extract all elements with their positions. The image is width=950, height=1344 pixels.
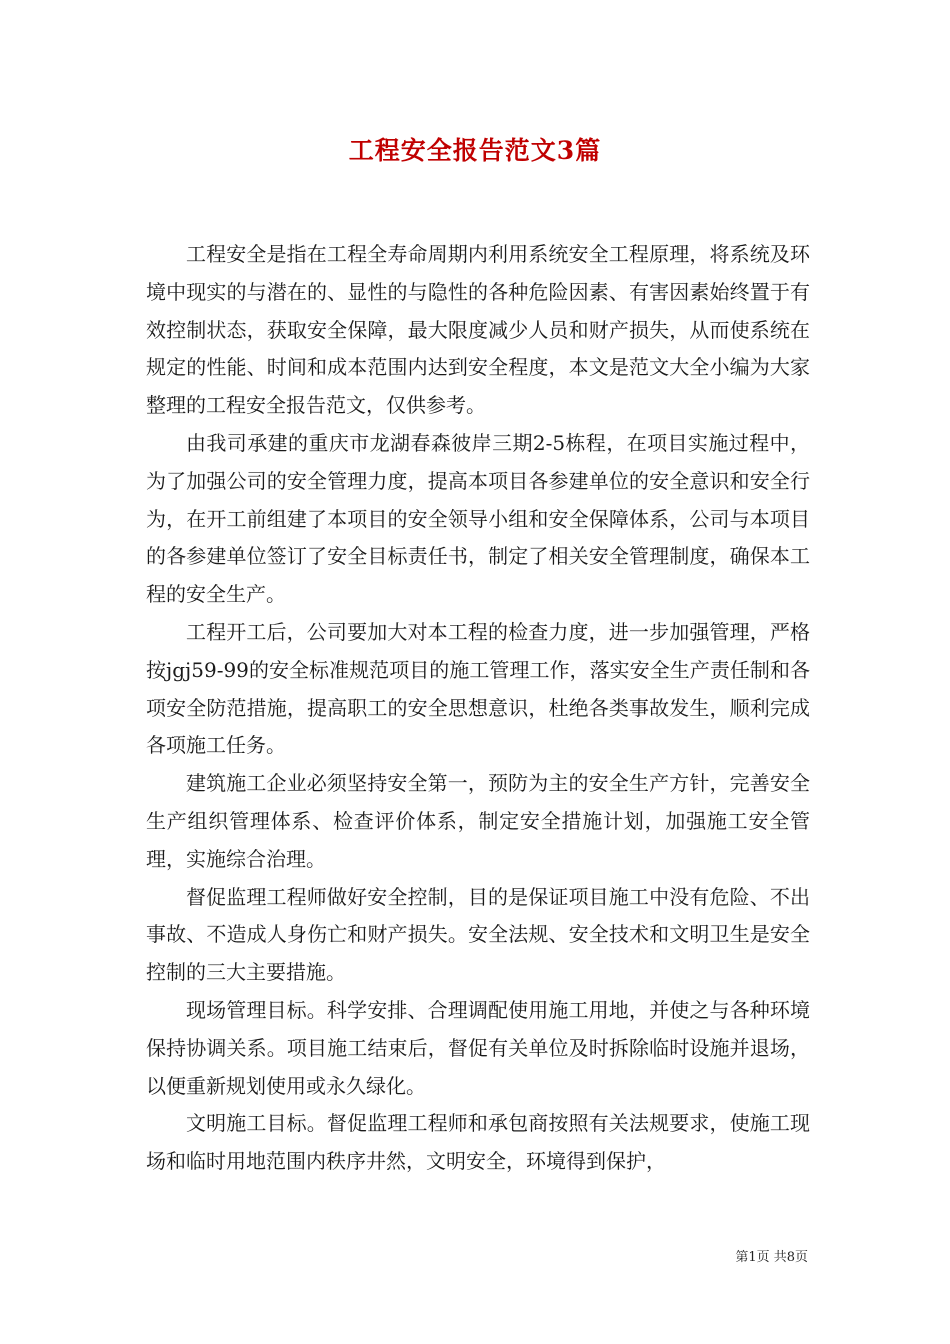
paragraph: 督促监理工程师做好安全控制，目的是保证项目施工中没有危险、不出事故、不造成人身伤亡和财产损失。安全法规、安全技术和文明卫生是安全控制的三大主要措施。 <box>146 884 810 985</box>
paragraph: 工程安全是指在工程全寿命周期内利用系统安全工程原理，将系统及环境中现实的与潜在的、显性的与隐性的各种危险因素、有害因素始终置于有效控制状态，获取安全保障，最大限度减少人员和财产损失，从而使系统在规定的性能、时间和成本范围内达到安全程度，本文是范文大全小编为大家整理的工程安全报告范文，仅供参考。 <box>146 242 810 418</box>
paragraph: 由我司承建的重庆市龙湖春森彼岸三期2-5栋程，在项目实施过程中，为了加强公司的安全管理力度，提高本项目各参建单位的安全意识和安全行为，在开工前组建了本项目的安全领导小组和安全保障体系，公司与本项目的各参建单位签订了安全目标责任书，制定了相关安全管理制度，确保本工程的安全生产。 <box>146 430 810 607</box>
page-number: 第1页 共8页 <box>735 1250 808 1265</box>
paragraph: 工程开工后，公司要加大对本工程的检查力度，进一步加强管理，严格按jgj59-99的安全标准规范项目的施工管理工作，落实安全生产责任制和各项安全防范措施，提高职工的安全思想意识，杜绝各类事故发生，顺利完成各项施工任务。 <box>146 619 810 758</box>
paragraph: 现场管理目标。科学安排、合理调配使用施工用地，并使之与各种环境保持协调关系。项目施工结束后，督促有关单位及时拆除临时设施并退场，以便重新规划使用或永久绿化。 <box>146 997 810 1098</box>
paragraph: 建筑施工企业必须坚持安全第一，预防为主的安全生产方针，完善安全生产组织管理体系、检查评价体系，制定安全措施计划，加强施工安全管理，实施综合治理。 <box>146 771 810 871</box>
document-title: 工程安全报告范文3篇 <box>348 136 602 165</box>
paragraph: 文明施工目标。督促监理工程师和承包商按照有关法规要求，使施工现场和临时用地范围内秩序井然，文明安全，环境得到保护， <box>146 1111 810 1174</box>
document-body <box>146 236 810 1181</box>
